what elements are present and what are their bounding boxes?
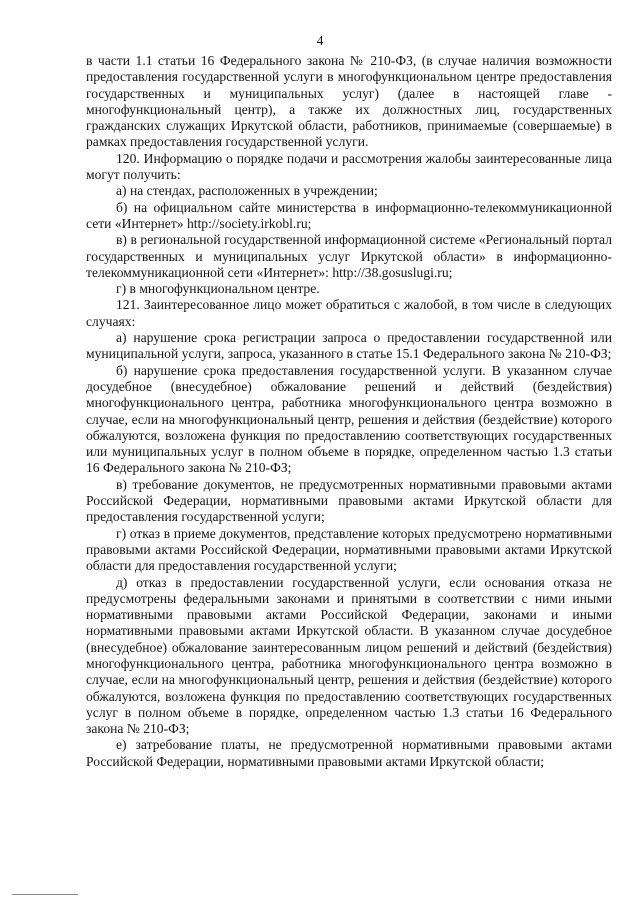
paragraph-120-g: г) в многофункциональном центре. — [116, 281, 320, 297]
page-number: 4 — [316, 33, 324, 48]
paragraph-120: 120. Информацию о порядке подачи и рассмотрения жалобы заинтересованные лица могут получить: — [86, 150, 612, 183]
paragraph-121-g: г) отказ в приеме документов, представление которых предусмотрено нормативными правовыми актами Российской Федерации, нормативными правовыми актами Иркутской области для предоставления государственной услуги; — [86, 525, 612, 574]
paragraph-121-e: е) затребование платы, не предусмотренной нормативными правовыми актами Российской Федерации, нормативными правовыми актами Иркутской области; — [86, 737, 612, 769]
paragraph-121-a: а) нарушение срока регистрации запроса о предоставлении государственной или муниципальной услуги, запроса, указанного в статье 15.1 Федерального закона № 210-ФЗ; — [86, 330, 612, 362]
paragraph-120-b: б) на официальном сайте министерства в информационно-телекоммуникационной сети «Интернет» http://society.irkobl.ru; — [86, 199, 612, 231]
paragraph-121: 121. Заинтересованное лицо может обратиться с жалобой, в том числе в следующих случаях: — [86, 297, 612, 329]
paragraph-continuation: в части 1.1 статьи 16 Федерального закона № 210-ФЗ, (в случае наличия возможности предоставления государственной услуги в многофункциональном центре предоставления государственных и муниципальных услуг) (далее в настоящей главе - многофункциональный центр), а также их должностных лиц, государственных гражданских служащих Иркутской области, работников, принимаемые (совершаемые) в рамках предоставления государственной услуги. — [86, 53, 612, 150]
paragraph-121-v: в) требование документов, не предусмотренных нормативными правовыми актами Российской Федерации, нормативными правовыми актами Иркутской области для предоставления государственной услуги; — [86, 476, 612, 525]
paragraph-121-b: б) нарушение срока предоставления государственной услуги. В указанном случае досудебное (внесудебное) обжалование решений и действий (бездействия) многофункционального центра, работника многофункционального центра возможно в случае, если на многофункциональный центр, решения и действия (бездействие) которого обжалуются, возложена функция по предоставлению соответствующих государственных или муниципальных услуг в полном объеме в порядке, определенном частью 1.3 статьи 16 Федерального закона № 210-ФЗ; — [86, 362, 612, 476]
paragraph-120-v: в) в региональной государственной информационной системе «Региональный портал государственных и муниципальных услуг Иркутской области» в информационно-телекоммуникационной сети «Интернет»: http://38.gosuslugi.ru; — [86, 232, 612, 280]
document-body — [86, 53, 612, 770]
footer-divider — [12, 894, 78, 895]
paragraph-121-d: д) отказ в предоставлении государственной услуги, если основания отказа не предусмотрены федеральными законами и принятыми в соответствии с ними иными нормативными правовыми актами Российской Федерации, законами и иными нормативными правовыми актами Иркутской области. В указанном случае досудебное (внесудебное) обжалование заинтересованным лицом решений и действий (бездействия) многофункционального центра, работника многофункционального центра возможно в случае, если на многофункциональный центр, решения и действия (бездействие) которого обжалуются, возложена функция по предоставлению соответствующих государственных услуг в полном объеме в порядке, определенном частью 1.3 статьи 16 Федерального закона № 210-ФЗ; — [86, 574, 612, 737]
paragraph-120-a: а) на стендах, расположенных в учреждении; — [116, 183, 378, 199]
